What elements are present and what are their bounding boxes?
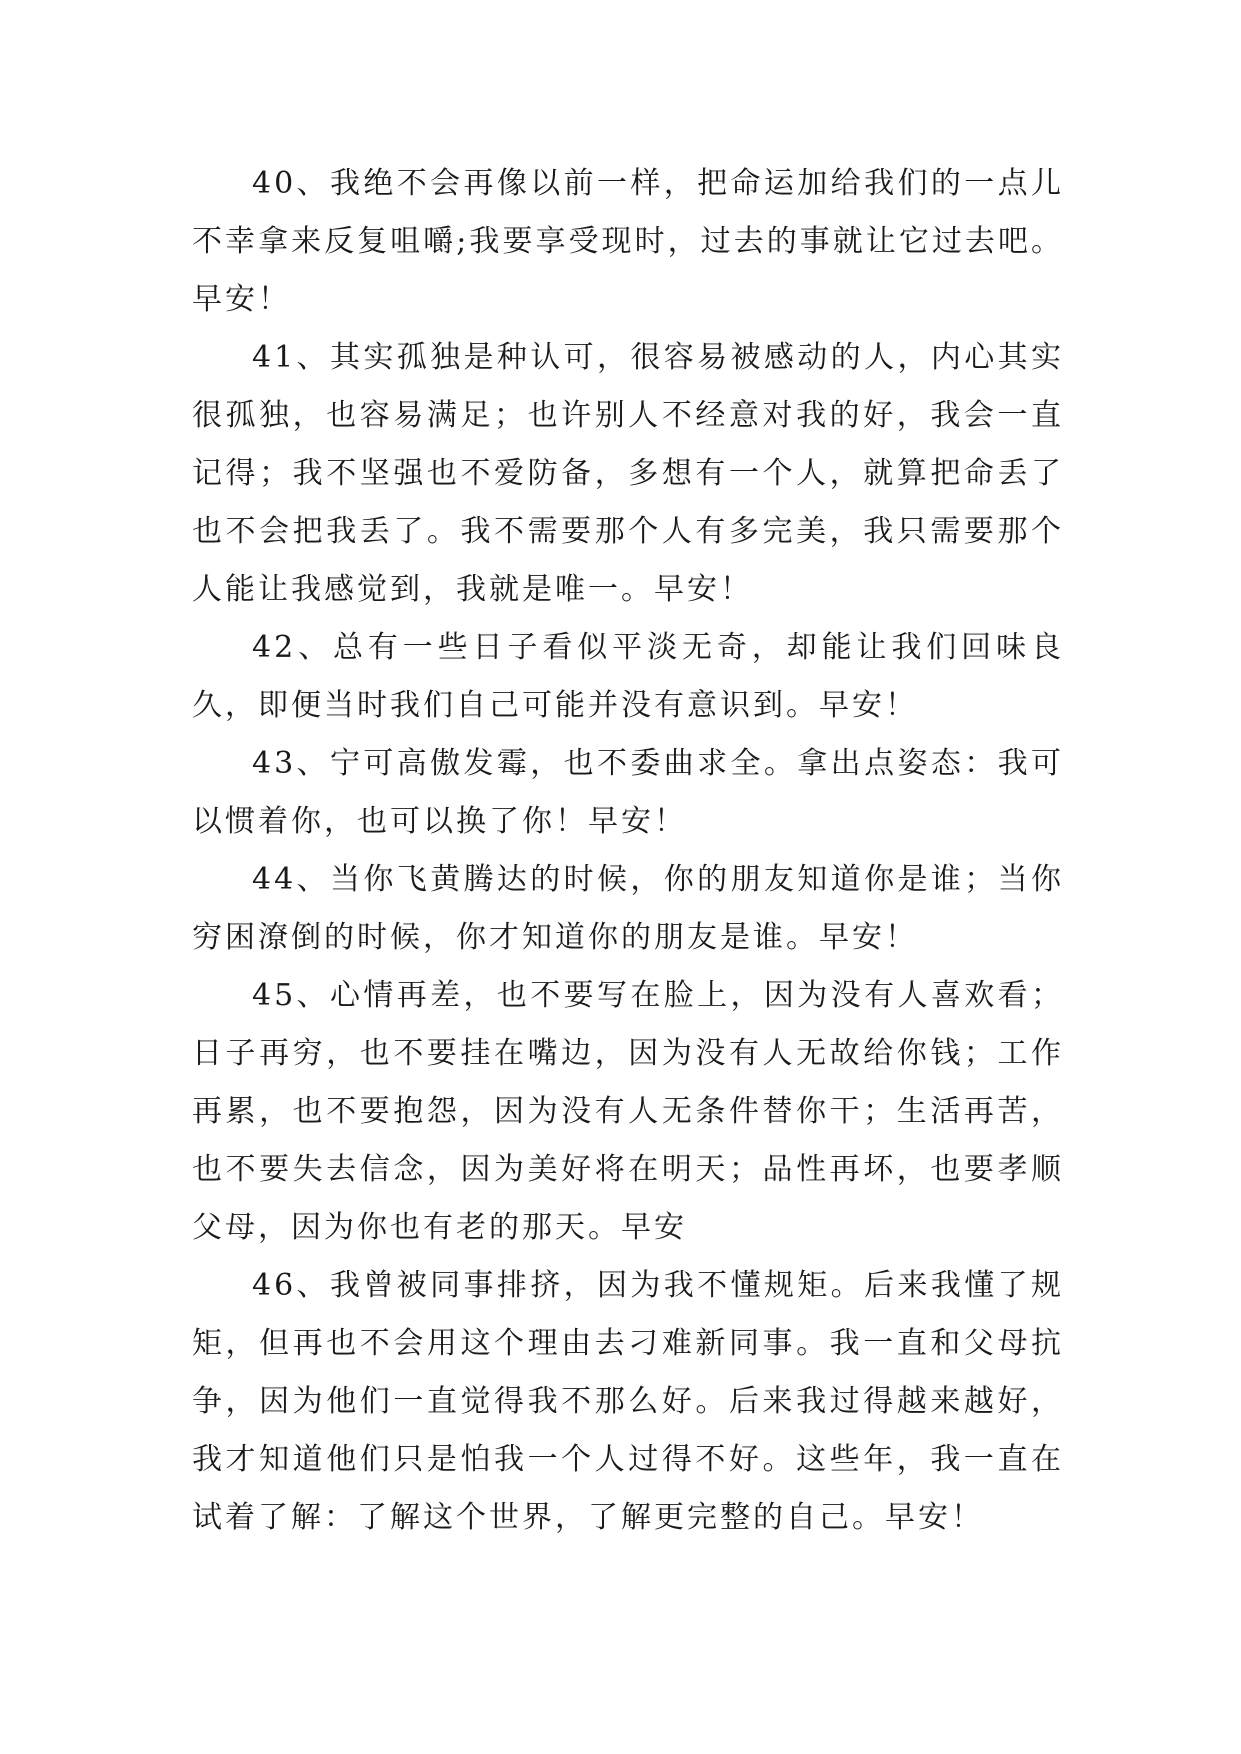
paragraph-46: 46、我曾被同事排挤，因为我不懂规矩。后来我懂了规矩，但再也不会用这个理由去刁难新同事。我一直和父母抗争，因为他们一直觉得我不那么好。后来我过得越来越好，我才知道他们只是怕我一个人过得不好。这些年，我一直在试着了解：了解这个世界，了解更完整的自己。早安！ [192, 1268, 1064, 1535]
paragraph-40: 40、我绝不会再像以前一样，把命运加给我们的一点儿不幸拿来反复咀嚼;我要享受现时，过去的事就让它过去吧。早安！ [192, 166, 1064, 317]
paragraph-44: 44、当你飞黄腾达的时候，你的朋友知道你是谁；当你穷困潦倒的时候，你才知道你的朋友是谁。早安！ [192, 862, 1064, 955]
paragraph-41: 41、其实孤独是种认可，很容易被感动的人，内心其实很孤独，也容易满足；也许别人不经意对我的好，我会一直记得；我不坚强也不爱防备，多想有一个人，就算把命丢了也不会把我丢了。我不需要那个人有多完美，我只需要那个人能让我感觉到，我就是唯一。早安！ [192, 340, 1064, 607]
document-body [192, 155, 1064, 1547]
paragraph-43: 43、宁可高傲发霉，也不委曲求全。拿出点姿态：我可以惯着你，也可以换了你！早安！ [192, 746, 1064, 839]
paragraph-45: 45、心情再差，也不要写在脸上，因为没有人喜欢看；日子再穷，也不要挂在嘴边，因为没有人无故给你钱；工作再累，也不要抱怨，因为没有人无条件替你干；生活再苦，也不要失去信念，因为美好将在明天；品性再坏，也要孝顺父母，因为你也有老的那天。早安 [192, 978, 1064, 1245]
paragraph-42: 42、总有一些日子看似平淡无奇，却能让我们回味良久，即便当时我们自己可能并没有意识到。早安！ [192, 630, 1064, 723]
